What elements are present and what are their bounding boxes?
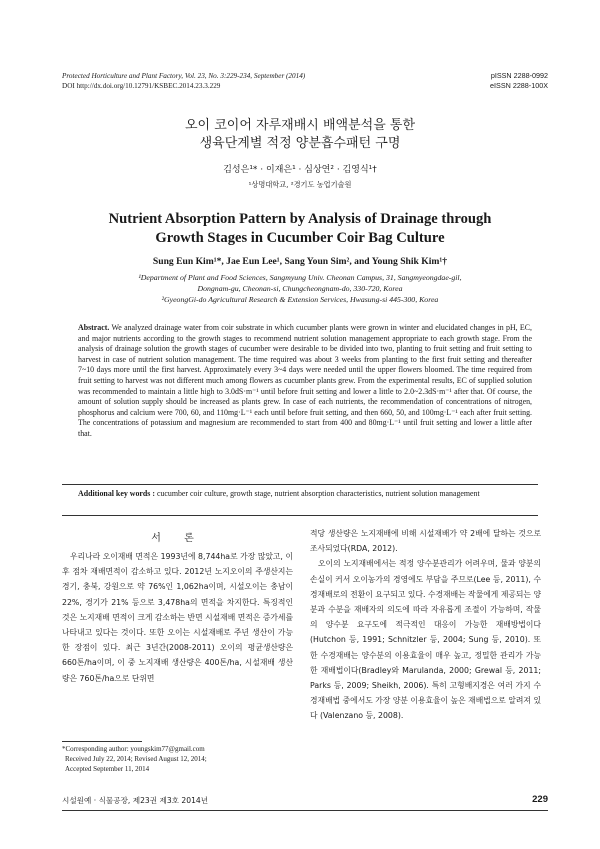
section-heading: 서 론	[151, 533, 204, 544]
korean-affiliation: ¹상명대학교, ²경기도 농업기술원	[248, 180, 352, 189]
doi-line: DOI http://dx.doi.org/10.12791/KSBEC.2014.23.3.229	[62, 82, 221, 90]
footer-journal: 시설원예 · 식물공장, 제23권 제3호 2014년	[62, 796, 209, 805]
footnote	[62, 744, 302, 775]
eissn: eISSN 2288-100X	[490, 81, 548, 90]
abstract-label: Abstract.	[78, 323, 110, 332]
footer-rule	[62, 810, 548, 811]
divider-top	[62, 484, 538, 485]
footnote-rule	[62, 741, 142, 742]
korean-authors: 김성은¹* · 이재은¹ · 심상연² · 김영식¹†	[223, 165, 377, 175]
abstract	[78, 323, 532, 440]
pissn: pISSN 2288-0992	[490, 71, 548, 80]
received-date: Received July 22, 2014; Revised August 12, 2014;	[65, 755, 207, 764]
korean-title-line2: 생육단계별 적정 양분흡수패턴 구명	[199, 136, 401, 151]
english-title-line1: Nutrient Absorption Pattern by Analysis of Drainage through	[108, 211, 492, 227]
left-column	[62, 549, 293, 686]
intro-paragraph-3: 오이의 노지재배에서는 적정 양수분관리가 어려우며, 물과 양분의 손실이 커서 오이농가의 경영에도 부담을 주므로(Lee 등, 2011), 수경재배로의 전환이 요구되고 있다. 수경재배는 작물에게 제공되는 양분과 수분을 재배자의 의도에 따라 자유롭게 조절이 가능하며, 작물의 양수분 요구도에 적극적인 대응이 가능한 재배방법이다 (Hutchon 등, 1991; Schnitzler 등, 2004; Sung 등, 2010). 또한 수경재배는 양수분의 이용효율이 매우 높고, 정밀한 관리가 가능한 재배법이다(Bradley와 Marulanda, 2000; Grewal 등, 2011; Parks 등, 2009; Sheikh, 2006). 특히 고형배지경은 여러 가지 수경재배법 중에서도 가장 양분 이용효율이 높은 재배법으로 알려져 있다 (Valenzano 등, 2008).	[310, 559, 541, 721]
english-authors: Sung Eun Kim¹*, Jae Eun Lee¹, Sang Youn Sim², and Young Shik Kim¹†	[152, 256, 448, 267]
divider-bottom	[62, 515, 538, 516]
english-affiliation-1: ¹Department of Plant and Food Sciences, Sangmyung Univ. Cheonan Campus, 31, Sangmyeongdae-gil,	[138, 273, 462, 282]
korean-title-line1: 오이 코이어 자루재배시 배액분석을 통한	[184, 118, 415, 133]
intro-paragraph-2: 적당 생산량은 노지재배에 비해 시설재배가 약 2배에 달하는 것으로 조사되었다(RDA, 2012).	[310, 529, 541, 554]
intro-paragraph-1: 우리나라 오이재배 면적은 1993년에 8,744ha로 가장 많았고, 이후 점차 재배면적이 감소하고 있다. 2012년 노지오이의 주생산지는 경기, 충북, 강원으로 약 76%인 1,062ha이며, 시설오이는 충남이 22%, 경기가 21% 등으로 3,478ha의 면적을 차지한다. 특징적인 것은 노지재배 면적이 크게 감소하는 반면 시설재배 면적은 증가세를 나타내고 있다는 것이다. 또한 오이는 시설재배로 주년 생산이 가능한 장점이 있다. 최근 3년간(2008-2011) 오이의 평균생산량은 660톤/ha이며, 이 중 노지재배 생산량은 400톤/ha, 시설재배 생산량은 760톤/ha으로 단위면	[62, 552, 293, 683]
journal-citation: Protected Horticulture and Plant Factory, Vol. 23, No. 3:229-234, September (2014)	[62, 72, 306, 80]
english-affiliation-2: Dongnam-gu, Cheonan-si, Chungcheongnam-do, 330-720, Korea	[197, 284, 403, 293]
english-affiliation-3: ²GyeongGi-do Agricultural Research & Extension Services, Hwasung-si 445-300, Korea	[161, 295, 439, 304]
page-number: 229	[532, 794, 548, 805]
keywords-label: Additional key words :	[78, 489, 155, 498]
keywords	[78, 489, 532, 500]
right-column	[310, 526, 541, 724]
abstract-text: We analyzed drainage water from coir substrate in which cucumber plants were grown in winter and elucidated changes in pH, EC, and major nutrients according to the growth stages to recommend nutrient solution management appropriate to each growth stage. From the analysis of drainage solution the growth stages of cucumber were desirable to be divided into two, planting to fruit setting and fruit setting to harvest in case of nutrient solution management. The time required was about 3 weeks from planting to the first fruit setting and thereafter 7~10 days more until the first harvest. Approximately every 3~4 days were needed until the upper flowers bloomed. The time required from fruit setting to harvest was not different much among flowers as cucumber plants grew. From the experimental results, EC of supplied solution was recommended to maintain a little high to 3.0dS·m⁻¹ until before fruit setting and lower a little to 2.0~2.3dS·m⁻¹ after that. Of course, the amount of solution supply should be increased as plants grew. In case of each nutrients, the recommendation of concentrations of nitrogen, phosphorus and calcium were 700, 60, and 110mg·L⁻¹ each until before fruit setting, and then 660, 50, and 100mg·L⁻¹ each after fruit setting. The concentrations of potassium and magnesium are recommended to start from 400 and 80mg·L⁻¹ until fruit setting and lower a little after that.	[78, 323, 532, 438]
corresponding-author: *Corresponding author: youngskim77@gmail.com	[62, 745, 205, 753]
keywords-text: cucumber coir culture, growth stage, nutrient absorption characteristics, nutrient solution management	[156, 489, 480, 498]
accepted-date: Accepted September 11, 2014	[65, 765, 150, 774]
english-title-line2: Growth Stages in Cucumber Coir Bag Culture	[155, 230, 445, 246]
